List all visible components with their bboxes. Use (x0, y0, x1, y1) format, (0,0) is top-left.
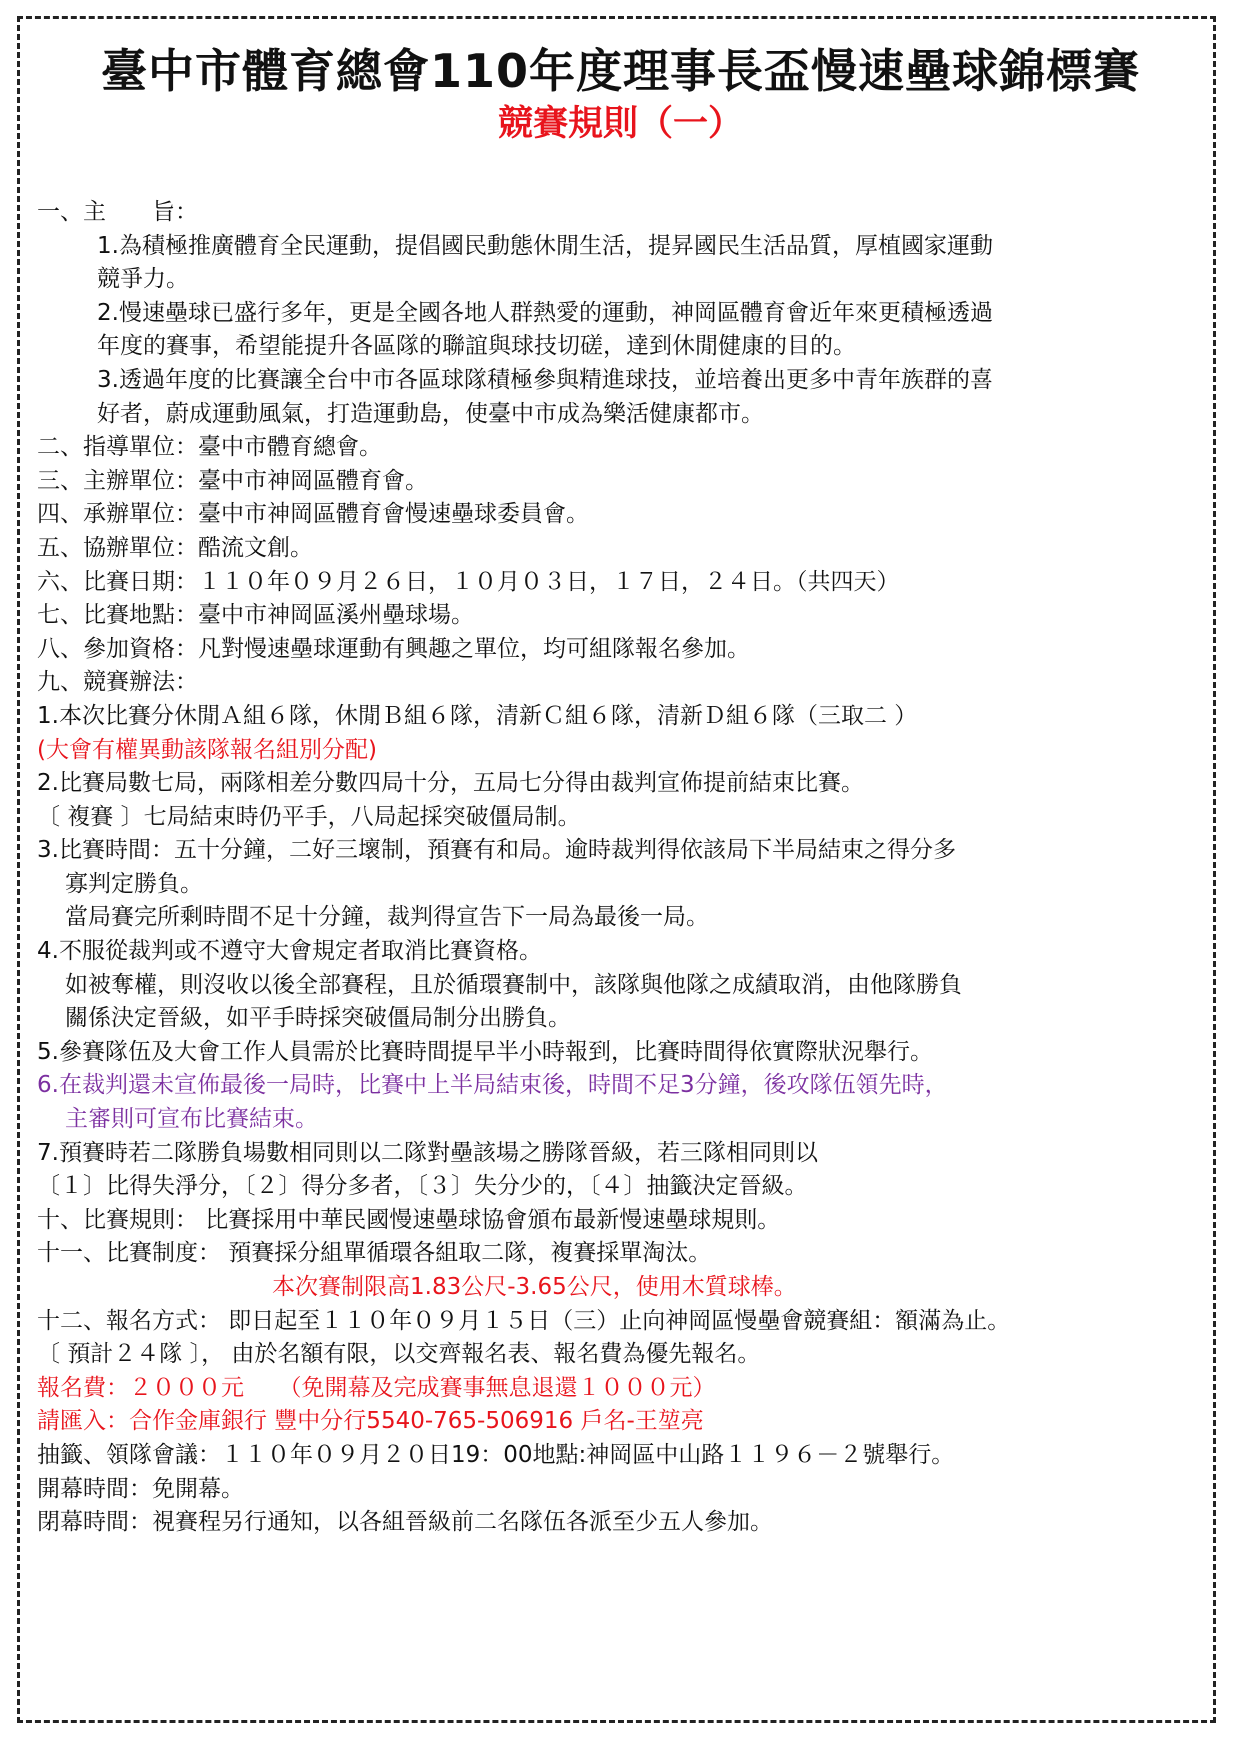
method-item-2: 2.比賽局數七局，兩隊相差分數四局十分，五局七分得由裁判宣佈提前結束比賽。 (37, 770, 864, 797)
rules-body (37, 196, 1227, 1540)
purpose-item-1: 1.為積極推廣體育全民運動，提倡國民動態休閒生活，提昇國民生活品質，厚植國家運動 (97, 232, 993, 259)
purpose-item-3: 3.透過年度的比賽讓全台中市各區球隊積極參與精進球技，並培養出更多中青年族群的喜 (97, 366, 993, 393)
opening-time: 開幕時間：免開幕。 (37, 1475, 244, 1502)
method-item-5: 5.參賽隊伍及大會工作人員需於比賽時間提早半小時報到，比賽時間得依實際狀況舉行。 (37, 1038, 933, 1065)
match-format: 十一、比賽制度： 預賽採分組單循環各組取二隊，複賽採單淘汰。 (37, 1240, 712, 1267)
method-item-7-cont: 〔１〕比得失淨分，〔２〕得分多者，〔３〕失分少的，〔４〕抽籤決定晉級。 (37, 1173, 808, 1200)
purpose-item-2: 2.慢速壘球已盛行多年，更是全國各地人群熱愛的運動，神岡區體育會近年來更積極透過 (97, 299, 993, 326)
co-organizer: 五、協辦單位：酷流文創。 (37, 534, 313, 561)
match-rules: 十、比賽規則： 比賽採用中華民國慢速壘球協會頒布最新慢速壘球規則。 (37, 1206, 781, 1233)
method-item-3-cont-2: 當局賽完所剩時間不足十分鐘，裁判得宣告下一局為最後一局。 (65, 904, 709, 931)
guiding-unit: 二、指導單位：臺中市體育總會。 (37, 434, 382, 461)
method-item-6-cont: 主審則可宣布比賽結束。 (65, 1106, 318, 1133)
method-item-2-cont: 〔 複賽 〕七局結束時仍平手，八局起採突破僵局制。 (37, 803, 581, 830)
remittance-info: 請匯入：合作金庫銀行 豐中分行5540-765-506916 戶名-王堃亮 (37, 1408, 704, 1435)
draw-meeting: 抽籤、領隊會議：１１０年０９月２０日19：00地點:神岡區中山路１１９６－２號舉行。 (37, 1441, 955, 1468)
purpose-item-2-cont: 年度的賽事，希望能提升各區隊的聯誼與球技切磋，達到休閒健康的目的。 (97, 333, 856, 360)
organizer: 三、主辦單位：臺中市神岡區體育會。 (37, 467, 428, 494)
section-purpose-heading: 一、主 旨： (37, 199, 198, 225)
method-item-3: 3.比賽時間：五十分鐘，二好三壞制，預賽有和局。逾時裁判得依該局下半局結束之得分多 (37, 837, 956, 864)
document-subtitle: 競賽規則（一） (497, 104, 743, 144)
method-item-6: 6.在裁判還未宣佈最後一局時，比賽中上半局結束後，時間不足3分鐘，後攻隊伍領先時， (37, 1072, 948, 1099)
document-title: 臺中市體育總會110年度理事長盃慢速壘球錦標賽 (100, 44, 1141, 98)
purpose-item-1-cont: 競爭力。 (97, 266, 189, 293)
method-item-7: 7.預賽時若二隊勝負場數相同則以二隊對壘該場之勝隊晉級，若三隊相同則以 (37, 1139, 818, 1166)
competition-method-heading: 九、競賽辦法： (37, 669, 198, 696)
method-item-3-cont: 寡判定勝負。 (65, 870, 203, 897)
undertaker: 四、承辦單位：臺中市神岡區體育會慢速壘球委員會。 (37, 501, 589, 528)
method-item-4: 4.不服從裁判或不遵守大會規定者取消比賽資格。 (37, 938, 542, 965)
method-item-1-note: (大會有權異動該隊報名組別分配) (37, 736, 377, 763)
registration-method-cont: 〔 預計２４隊 〕， 由於名額有限，以交齊報名表、報名費為優先報名。 (37, 1341, 761, 1368)
method-item-1: 1.本次比賽分休閒Ａ組６隊，休閒Ｂ組６隊，清新Ｃ組６隊，清新Ｄ組６隊（三取二 ） (37, 702, 918, 729)
purpose-item-3-cont: 好者，蔚成運動風氣，打造運動島，使臺中市成為樂活健康都市。 (97, 400, 764, 427)
registration-method: 十二、報名方式： 即日起至１１０年０９月１５日（三）止向神岡區慢壘會競賽組：額滿為止。 (37, 1307, 1011, 1334)
match-venue: 七、比賽地點：臺中市神岡區溪州壘球場。 (37, 602, 474, 629)
method-item-4-cont-2: 關係決定晉級，如平手時採突破僵局制分出勝負。 (65, 1005, 571, 1032)
match-dates: 六、比賽日期：１１０年０９月２６日，１０月０３日，１７日，２４日。（共四天） (37, 568, 900, 595)
registration-fee: 報名費：２０００元 （免開幕及完成賽事無息退還１０００元） (37, 1374, 716, 1401)
eligibility: 八、參加資格：凡對慢速壘球運動有興趣之單位，均可組隊報名參加。 (37, 635, 750, 662)
method-item-4-cont: 如被奪權，則沒收以後全部賽程，且於循環賽制中，該隊與他隊之成績取消，由他隊勝負 (65, 971, 962, 998)
bat-restriction: 本次賽制限高1.83公尺-3.65公尺，使用木質球棒。 (272, 1274, 797, 1300)
closing-time: 閉幕時間：視賽程另行通知，以各組晉級前二名隊伍各派至少五人參加。 (37, 1509, 773, 1536)
